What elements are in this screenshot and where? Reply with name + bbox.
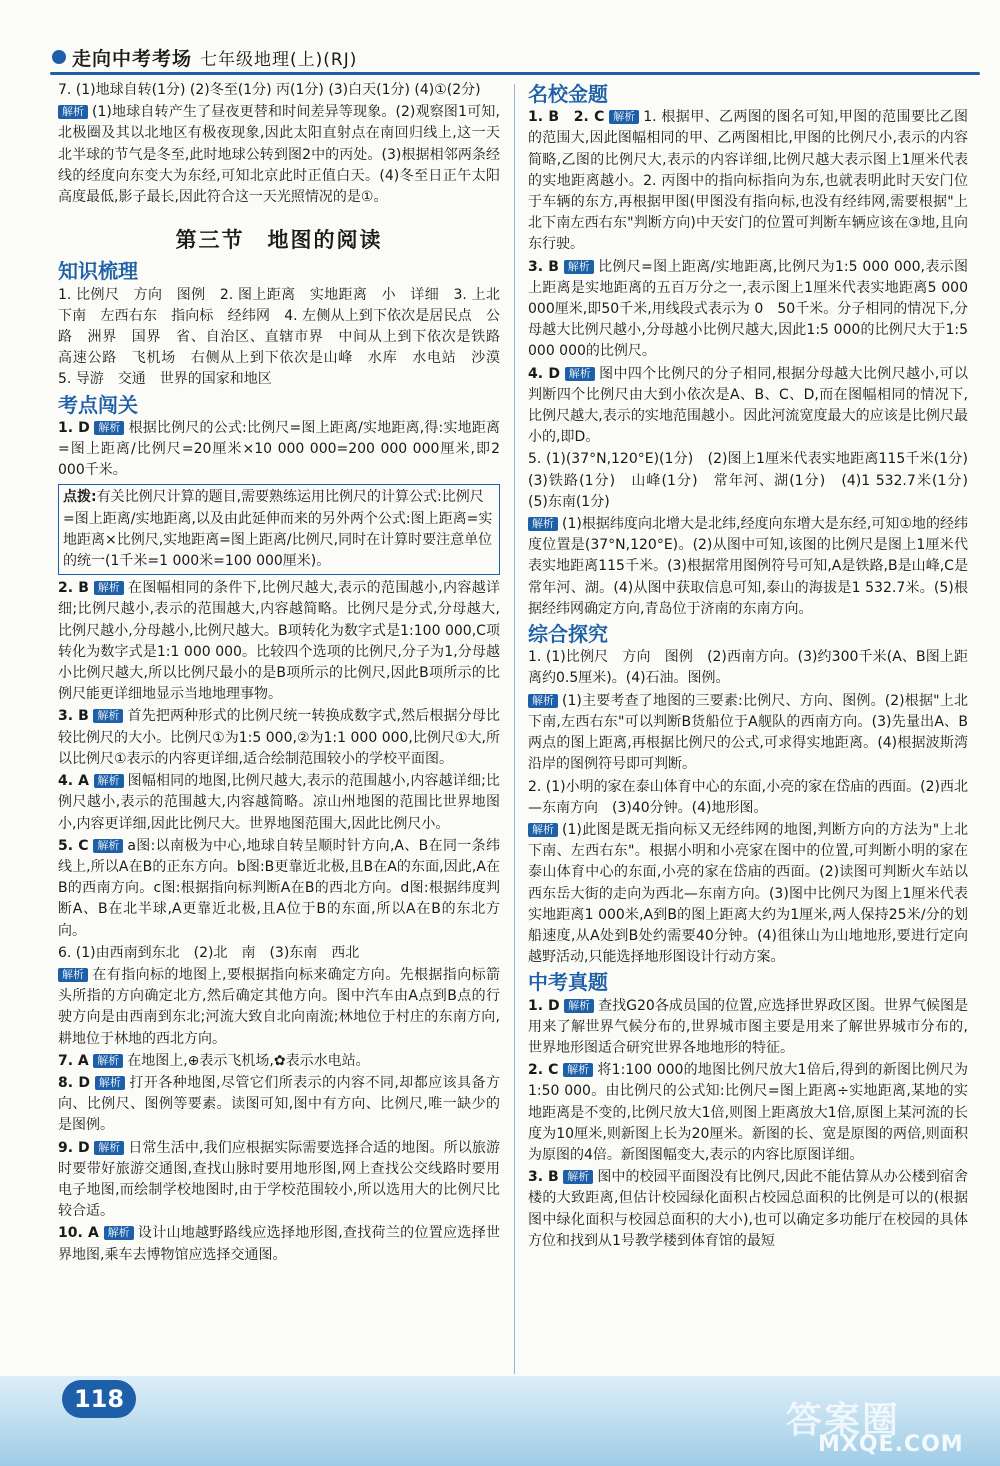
answer-text: 查找G20各成员国的位置,应选择世界政区图。世界气候图是用来了解世界气候分布的,世界城市图主要是用来了解世界城市分布的,世界地形图适合研究世界各地地形的特征。 — [528, 997, 968, 1056]
answer-item — [528, 449, 982, 513]
section-heading: 名校金题 — [528, 82, 608, 106]
answer-item — [528, 257, 968, 363]
answer-number: 3. B — [58, 708, 89, 725]
analysis-tag: 解析 — [94, 1141, 124, 1155]
answer-item — [58, 80, 500, 101]
page-number: 118 — [62, 1380, 136, 1418]
answer-text: 根据比例尺的公式:比例尺=图上距离/实地距离,得:实地距离=图上距离/比例尺=20厘米×10 000 000=200 000 000厘米,即2 000千米。 — [58, 419, 500, 479]
section-heading: 知识梳理 — [58, 259, 138, 284]
analysis-tag: 解析 — [528, 823, 558, 837]
analysis-tag: 解析 — [563, 1170, 593, 1184]
answer-text: 1. 根据甲、乙两图的图名可知,甲图的范围要比乙图的范围大,因此图幅相同的甲、乙两图相比,甲图的比例尺小,表示的内容简略,乙图的比例尺大,表示的内容详细,比例尺越大表示图上1厘米代表的实地距离越小。2. 丙图中的指向标指向为东,也就表明此时天安门位于车辆的东方,再根据甲图(甲图没有指向标,也没有经纬网,需要根据"上北下南左西右东"判断方向)中天安门的位置可判断车辆应该在③地,且向东行驶。 — [528, 109, 969, 253]
answer-text: (1)地球自转产生了昼夜更替和时间差异等现象。(2)观察图1可知,北极圈及其以北地区有极夜现象,因此太阳直射点在南回归线上,这一天北半球的节气是冬至,此时地球公转到图2中的丙处。(3)根据相邻两条经线的经度向东变大为东经,可知北京此时正值白天。(4)冬至日正午太阳高度最低,影子最长,因此符合这一天光照情况的是①。 — [58, 104, 500, 206]
answer-number: 5. C — [58, 837, 89, 854]
answer-text: 1. 比例尺 方向 图例 2. 图上距离 实地距离 小 详细 3. 上北下南 左西右东 指向标 经纬网 4. 左侧从上到下依次是居民点 公路 洲界 国界 省、自治区、直辖市界 中间从上到下依次是铁路 高速公路 飞机场 右侧从上到下依次是山峰 水库 水电站 沙漠 5. 导游 交通 世界的国家和地区 — [58, 286, 514, 388]
section-heading: 综合探究 — [528, 622, 608, 647]
answer-text: 5. (1)(37°N,120°E)(1分) (2)图上1厘米代表实地距离115千米(1分) (3)铁路(1分) 山峰(1分) 常年河、湖(1分) (4)1 532.7米(1分) (5)东南(1分) — [528, 451, 982, 510]
answer-number: 1. D — [528, 997, 560, 1014]
answer-number: 1. D — [58, 419, 90, 436]
answer-number: 1. B 2. C — [528, 109, 605, 126]
answer-item — [528, 996, 968, 1060]
answer-number: 7. A — [58, 1052, 89, 1069]
answer-text: 设计山地越野路线应选择地形图,查找荷兰的位置应选择世界地图,乘车去博物馆应选择交通图。 — [58, 1225, 501, 1263]
answer-item — [58, 1073, 500, 1137]
chapter-title: 第三节 地图的阅读 — [175, 228, 383, 253]
analysis-tag: 解析 — [58, 105, 88, 119]
page-header — [0, 0, 1000, 76]
header-rule — [50, 72, 980, 75]
answer-item — [528, 1167, 968, 1252]
analysis-tag: 解析 — [94, 581, 124, 595]
answer-item — [528, 691, 968, 776]
answer-item — [528, 364, 968, 449]
analysis-tag: 解析 — [564, 999, 594, 1013]
answer-item — [528, 777, 968, 819]
header-title: 走向中考考场 七年级地理(上)(RJ) — [72, 48, 358, 70]
answer-item — [58, 771, 500, 835]
answer-item — [58, 836, 500, 942]
analysis-tag: 解析 — [564, 260, 594, 274]
answer-item — [58, 1223, 500, 1265]
answer-item — [58, 706, 500, 770]
answer-text: 在有指向标的地图上,要根据指向标来确定方向。先根据指向标箭头所指的方向确定北方,然后确定其他方向。图中汽车由A点到B点的行驶方向是由西南到东北;河流大致自北向南流;林地位于村庄的东南方向,耕地位于林地的西北方向。 — [58, 966, 500, 1047]
answer-text: 1. (1)比例尺 方向 图例 (2)西南方向。(3)约300千米(A、B图上距离约0.5厘米)。(4)石油。图例。 — [528, 649, 968, 687]
answer-text: 7. (1)地球自转(1分) (2)冬至(1分) 丙(1分) (3)白天(1分) (4)①(2分) — [58, 82, 481, 98]
answer-text: 首先把两种形式的比例尺统一转换成数字式,然后根据分母比较比例尺的大小。比例尺①为1:5 000,②为1:1 000 000,比例尺①大,所以比例尺①表示的内容更详细,适合绘制范围较小的学校平面图。 — [58, 708, 500, 767]
watermark-url: MXQE.COM — [818, 1432, 964, 1457]
answer-text: (1)根据纬度向北增大是北纬,经度向东增大是东经,可知①地的经纬度位置是(37°N,120°E)。(2)从图中可知,该图的比例尺是图上1厘米代表实地距离115千米。(3)根据常用图例符号可知,A是铁路,B是山峰,C是常年河、湖。(4)从图中获取信息可知,泰山的海拔是1 532.7米。(5)根据经纬网确定方向,青岛位于济南的东南方向。 — [528, 516, 968, 617]
answer-item — [58, 578, 500, 705]
answer-number: 4. D — [528, 365, 560, 382]
analysis-tag: 解析 — [58, 968, 88, 982]
answer-item — [58, 1051, 500, 1072]
column-divider — [514, 84, 515, 1374]
answer-item — [58, 418, 500, 482]
analysis-tag: 解析 — [104, 1226, 134, 1240]
answer-item — [528, 820, 968, 968]
answer-number: 4. A — [58, 773, 89, 790]
tip-label: 点拨: — [63, 489, 97, 506]
tip-box — [58, 484, 500, 575]
analysis-tag: 解析 — [565, 367, 595, 381]
analysis-tag: 解析 — [94, 421, 124, 435]
answer-item — [528, 1060, 968, 1166]
header-bullet-icon — [52, 50, 66, 64]
analysis-tag: 解析 — [93, 839, 123, 853]
answer-number: 3. B — [528, 258, 559, 275]
analysis-tag: 解析 — [528, 517, 558, 531]
section-heading: 考点闯关 — [58, 392, 138, 417]
answer-text: 图幅相同的地图,比例尺越大,表示的范围越小,内容越详细;比例尺越小,表示的范围越大,内容越简略。凉山州地图的范围比世界地图小,内容更详细,因此比例尺大。世界地图范围大,因此比例尺小。 — [58, 773, 500, 832]
answer-item — [528, 107, 968, 255]
answer-text: 日常生活中,我们应根据实际需要选择合适的地图。所以旅游时要带好旅游交通图,查找山脉时要用地形图,网上查找公交线路时要用电子地图,而绘制学校地图时,由于学校范围较小,所以选用大的比例尺比较合适。 — [58, 1139, 501, 1220]
analysis-tag: 解析 — [93, 1054, 123, 1068]
watermark-logo: 答案圈 — [786, 1400, 901, 1441]
answer-text: 6. (1)由西南到东北 (2)北 南 (3)东南 西北 — [58, 944, 360, 961]
answer-number: 9. D — [58, 1139, 90, 1156]
answer-item — [58, 943, 500, 964]
answer-text: (1)此图是既无指向标又无经纬网的地图,判断方向的方法为"上北下南、左西右东"。根据小明和小亮家在图中的位置,可判断小明的家在泰山体育中心的东面,小亮的家在岱庙的西面。(2)读图可判断火车站以西东岳大街的走向为西北—东南方向。(3)图中比例尺为图上1厘米代表实地距离1 000米,A到B的图上距离大约为1厘米,两人保持25米/分的划船速度,从A处到B处约需要40分钟。(4)徂徕山为山地地形,要进行定向越野活动,只能选择地形图设计行动方案。 — [528, 821, 968, 966]
analysis-tag: 解析 — [93, 709, 123, 723]
answer-item — [58, 1138, 500, 1223]
tip-text: 有关比例尺计算的题目,需要熟练运用比例尺的计算公式:比例尺=图上距离/实地距离,以及由此延伸而来的另外两个公式:图上距离=实地距离×比例尺,实地距离=图上距离/比例尺,同时在计算时要注意单位的统一(1千米=1 000米=100 000厘米)。 — [63, 489, 493, 570]
answer-item — [528, 514, 968, 620]
answer-number: 10. A — [58, 1225, 99, 1242]
answer-item — [58, 285, 514, 391]
header-subtitle: 七年级地理(上)(RJ) — [200, 50, 358, 70]
section-heading: 中考真题 — [528, 970, 608, 995]
analysis-tag: 解析 — [609, 110, 639, 124]
right-column — [528, 80, 982, 1253]
left-column — [58, 80, 514, 1267]
answer-text: 打开各种地图,尽管它们所表示的内容不同,却都应该具备方向、比例尺、图例等要素。读图可知,图中有方向、比例尺,唯一缺少的是图例。 — [58, 1074, 500, 1134]
answer-text: a图:以南极为中心,地球自转呈顺时针方向,A、B在同一条纬线上,所以A在B的正东方向。b图:B更靠近北极,且B在A的东面,因此,A在B的西南方向。c图:根据指向标判断A在B的西北方向。d图:根据纬度判断A、B在北半球,A更靠近北极,且A位于B的东面,所以A在B的东北方向。 — [58, 837, 500, 939]
answer-number: 8. D — [58, 1074, 91, 1091]
answer-text: 2. (1)小明的家在泰山体育中心的东面,小亮的家在岱庙的西面。(2)西北—东南方向 (3)40分钟。(4)地形图。 — [528, 778, 968, 816]
answer-item — [58, 965, 500, 1050]
answer-number: 2. C — [528, 1062, 559, 1079]
analysis-tag: 解析 — [528, 694, 558, 708]
answer-text: 在地图上,⊕表示飞机场,✿表示水电站。 — [127, 1052, 370, 1069]
answer-text: 比例尺=图上距离/实地距离,比例尺为1:5 000 000,表示图上距离是实地距离的五百万分之一,表示图上1厘米代表实地距离5 000 000厘米,即50千米,用线段式表示为 0 50千米。分子相同的情况下,分母越大比例尺越小,分母越小比例尺越大,因此1:5 000的比例尺大于1:5 000 000的比例尺。 — [528, 258, 969, 360]
answer-item — [528, 647, 968, 689]
analysis-tag: 解析 — [95, 1076, 125, 1090]
answer-text: 图中的校园平面图没有比例尺,因此不能估算从办公楼到宿舍楼的大致距离,但估计校园绿化面积占校园总面积的比例是可以的(根据图中绿化面积与校园总面积的大小),也可以确定多功能厅在校园的具体方位和找到从1号教学楼到体育馆的最短 — [528, 1169, 969, 1249]
analysis-tag: 解析 — [94, 774, 124, 788]
answer-text: (1)主要考查了地图的三要素:比例尺、方向、图例。(2)根据"上北下南,左西右东"可以判断B货船位于A舰队的西南方向。(3)先量出A、B两点的图上距离,再根据比例尺的公式,可求得实地距离。(4)根据波斯湾沿岸的图例符号即可判断。 — [528, 692, 968, 773]
analysis-tag: 解析 — [563, 1063, 593, 1077]
answer-text: 将1:100 000的地图比例尺放大1倍后,得到的新图比例尺为1:50 000。由比例尺的公式知:比例尺=图上距离÷实地距离,某地的实地距离是不变的,比例尺放大1倍,则图上距离放大1倍,原图上某河流的长度为10厘米,则新图上长为20厘米。新图的长、宽是原图的两倍,则面积为原图的4倍。新图图幅变大,表示的内容比原图详细。 — [528, 1062, 969, 1163]
answer-number: 3. B — [528, 1169, 559, 1186]
answer-item — [58, 102, 500, 208]
answer-text: 在图幅相同的条件下,比例尺越大,表示的范围越小,内容越详细;比例尺越小,表示的范围越大,内容越简略。比例尺是分式,分母越大,比例尺越小,分母越小,比例尺越大。B项转化为数字式是1:100 000,C项转化为数字式是1:1 000 000。比较四个选项的比例尺,分子为1,分母越小比例尺越大,所以比例尺最小的是B项所示的比例尺,因此B项所示的比例尺能更详细地显示当地地理事物。 — [58, 580, 501, 703]
answer-number: 2. B — [58, 580, 89, 597]
answer-text: 图中四个比例尺的分子相同,根据分母越大比例尺越小,可以判断四个比例尺由大到小依次是A、B、C、D,而在图幅相同的情况下,比例尺越大,表示的实地范围越小。因此河流宽度最大的应该是比例尺最小的,即D。 — [528, 365, 968, 446]
